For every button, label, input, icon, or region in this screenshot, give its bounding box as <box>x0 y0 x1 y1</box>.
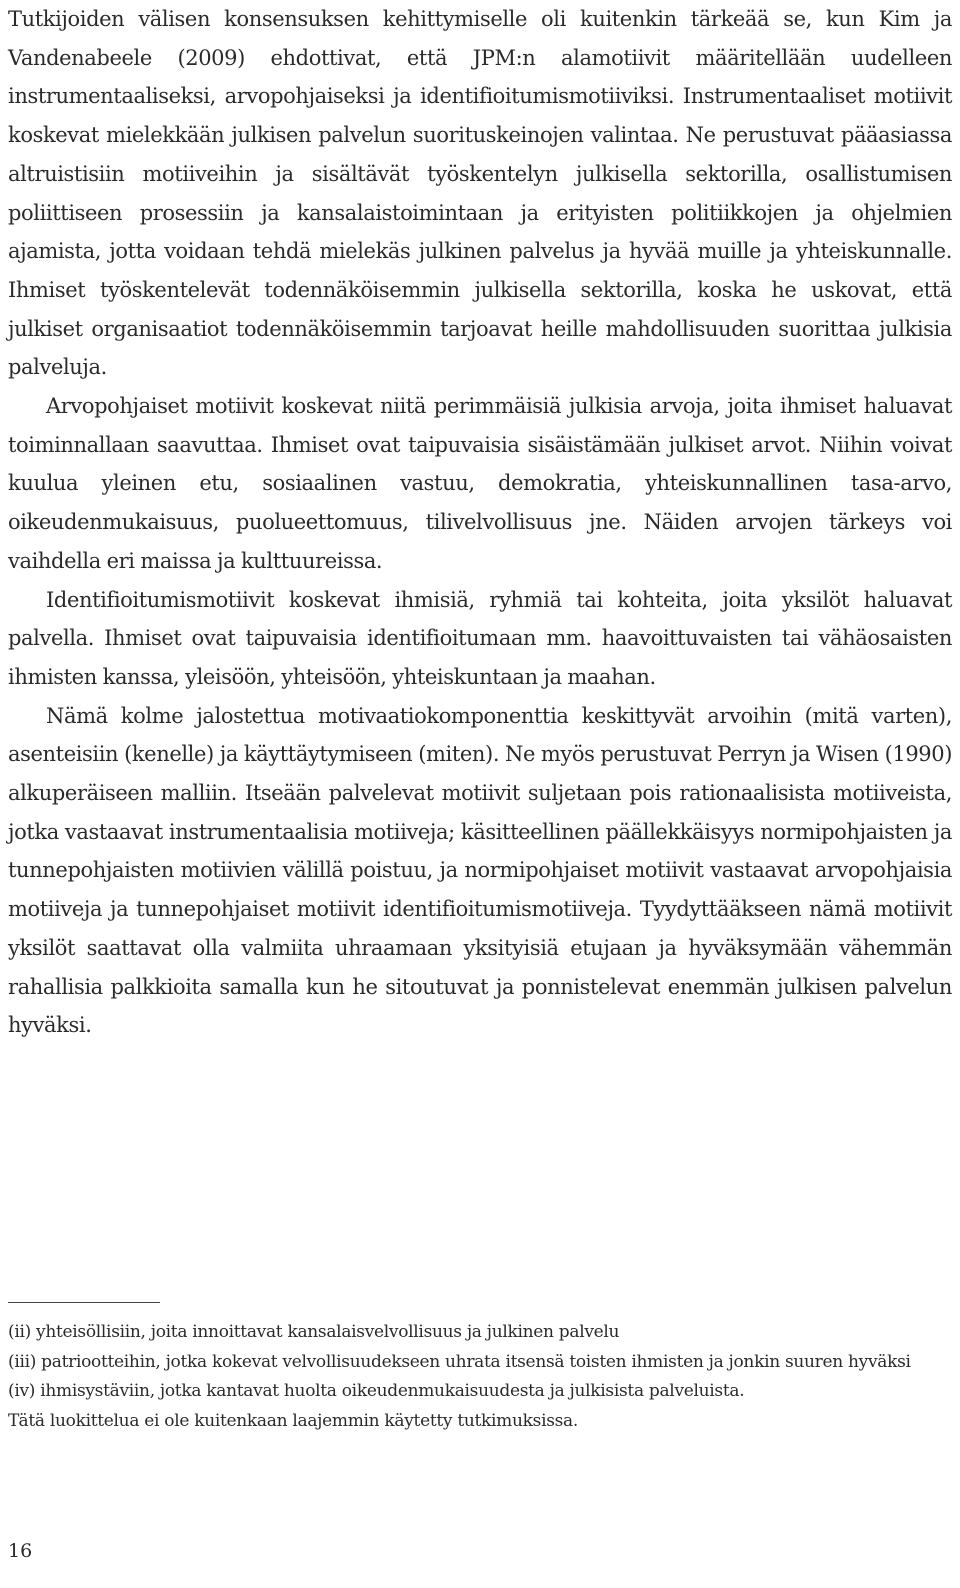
page-number: 16 <box>8 1540 33 1562</box>
paragraph-1: Tutkijoiden välisen konsensuksen kehittymiselle oli kuitenkin tärkeää se, kun Kim ja Vandenabeele (2009) ehdottivat, että JPM:n alamotiivit määritellään uudelleen instrumentaaliseksi, arvopohjaiseksi ja identifioitumismotiiviksi. Instrumentaaliset motiivit koskevat mielekkään julkisen palvelun suorituskeinojen valintaa. Ne perustuvat pääasiassa altruistisiin motiiveihin ja sisältävät työskentelyn julkisella sektorilla, osallistumisen poliittiseen prosessiin ja kansalaistoimintaan ja erityisten politiikkojen ja ohjelmien ajamista, jotta voidaan tehdä mielekäs julkinen palvelus ja hyvää muille ja yhteiskunnalle. Ihmiset työskentelevät todennäköisemmin julkisella sektorilla, koska he uskovat, että julkiset organisaatiot todennäköisemmin tarjoavat heille mahdollisuuden suorittaa julkisia palveluja. <box>8 7 952 380</box>
paragraph-3: Identifioitumismotiivit koskevat ihmisiä, ryhmiä tai kohteita, joita yksilöt haluavat palvella. Ihmiset ovat taipuvaisia identifioitumaan mm. haavoittuvaisten tai vähäosaisten ihmisten kanssa, yleisöön, yhteisöön, yhteiskuntaan ja maahan. <box>8 587 952 689</box>
footnote-item: (iv) ihmisystäviin, jotka kantavat huolta oikeudenmukaisuudesta ja julkisista palveluista. <box>8 1381 745 1401</box>
footnote-divider <box>8 1302 160 1303</box>
document-page <box>8 0 952 1562</box>
footnotes <box>8 1318 948 1436</box>
paragraph-2: Arvopohjaiset motiivit koskevat niitä perimmäisiä julkisia arvoja, joita ihmiset haluavat toiminnallaan saavuttaa. Ihmiset ovat taipuvaisia sisäistämään julkiset arvot. Niihin voivat kuulua yleinen etu, sosiaalinen vastuu, demokratia, yhteiskunnallinen tasa-arvo, oikeudenmukaisuus, puolueettomuus, tilivelvollisuus jne. Näiden arvojen tärkeys voi vaihdella eri maissa ja kulttuureissa. <box>8 394 952 573</box>
footnote-item: (iii) patriootteihin, jotka kokevat velvollisuudekseen uhrata itsensä toisten ihmisten ja jonkin suuren hyväksi <box>8 1351 911 1372</box>
paragraph-4: Nämä kolme jalostettua motivaatiokomponenttia keskittyvät arvoihin (mitä varten), asenteisiin (kenelle) ja käyttäytymiseen (miten). Ne myös perustuvat Perryn ja Wisen (1990) alkuperäiseen malliin. Itseään palvelevat motiivit suljetaan pois rationaalisista motiiveista, jotka vastaavat instrumentaalisia motiiveja; käsitteellinen päällekkäisyys normipohjaisten ja tunnepohjaisten motiivien välillä poistuu, ja normipohjaiset motiivit vastaavat arvopohjaisia motiiveja ja tunnepohjaiset motiivit identifioitumismotiiveja. Tyydyttääkseen nämä motiivit yksilöt saattavat olla valmiita uhraamaan yksityisiä etujaan ja hyväksymään vähemmän rahallisia palkkioita samalla kun he sitoutuvat ja ponnistelevat enemmän julkisen palvelun hyväksi. <box>8 703 952 1038</box>
footnote-item: (ii) yhteisöllisiin, joita innoittavat kansalaisvelvollisuus ja julkinen palvelu <box>8 1322 620 1342</box>
body-text <box>8 0 952 1045</box>
footnote-item: Tätä luokittelua ei ole kuitenkaan laajemmin käytetty tutkimuksissa. <box>8 1410 578 1431</box>
